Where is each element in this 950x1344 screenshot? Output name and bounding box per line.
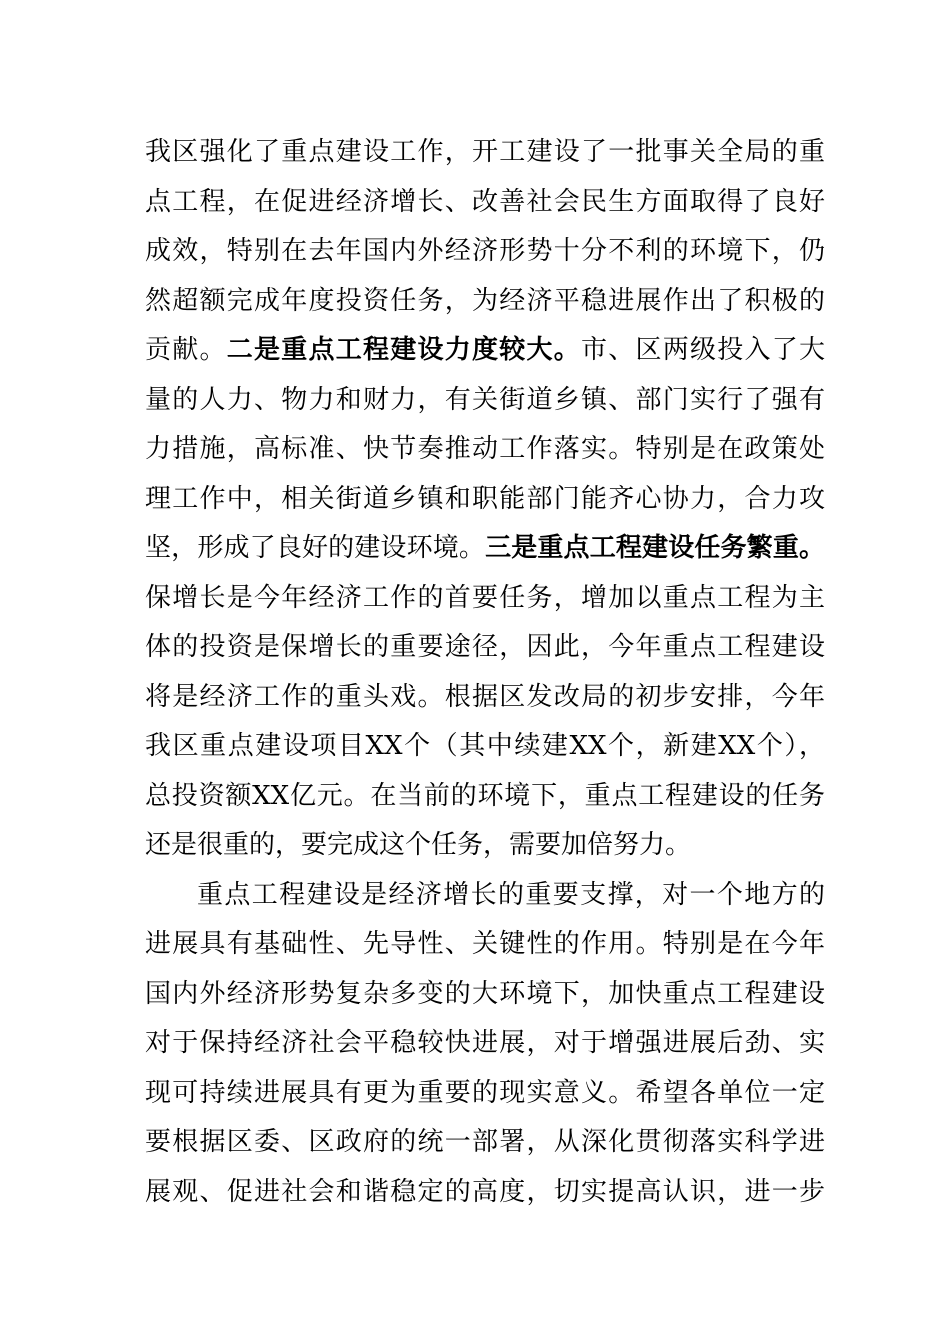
- text-line: [145, 277, 825, 327]
- text-run: 还是很重的，要完成这个任务，需要加倍努力。: [145, 830, 692, 860]
- text-run: 坚，形成了良好的建设环境。: [145, 533, 486, 563]
- text-line: [145, 623, 825, 673]
- text-line: [145, 524, 825, 574]
- text-run: 国内外经济形势复杂多变的大环境下，加快重点工程建设: [145, 978, 825, 1009]
- text-run: 我区重点建设项目XX个（其中续建XX个，新建XX个），: [145, 731, 825, 761]
- text-run: 体的投资是保增长的重要途径，因此，今年重点工程建设: [145, 632, 825, 662]
- text-line: [145, 376, 825, 426]
- bold-heading-phrase: 二是重点工程建设力度较大。: [226, 335, 581, 365]
- text-line: [145, 178, 825, 228]
- text-run: 要根据区委、区政府的统一部署，从深化贯彻落实科学进: [145, 1127, 825, 1157]
- text-line: [145, 574, 825, 624]
- text-run: 贡献。: [145, 335, 227, 365]
- text-line: [145, 1168, 825, 1218]
- text-line: [145, 1118, 825, 1168]
- text-run: 展观、促进社会和谐稳定的高度，切实提高认识，进一步: [145, 1176, 825, 1207]
- text-run: 将是经济工作的重头戏。根据区发改局的初步安排，今年: [145, 681, 825, 712]
- text-run: 然超额完成年度投资任务，为经济平稳进展作出了积极的: [145, 285, 825, 316]
- text-run: 我区强化了重点建设工作，开工建设了一批事关全局的重: [145, 137, 825, 167]
- text-line: [145, 1019, 825, 1069]
- text-line: [145, 673, 825, 723]
- text-run: 重点工程建设是经济增长的重要支撑，对一个地方的: [197, 879, 825, 910]
- text-run: 进展具有基础性、先导性、关键性的作用。特别是在今年: [145, 929, 825, 959]
- text-line: [145, 128, 825, 178]
- text-line: [145, 970, 825, 1020]
- text-run: 现可持续进展具有更为重要的现实意义。希望各单位一定: [145, 1077, 825, 1108]
- text-line: [145, 227, 825, 277]
- document-body: [145, 128, 825, 1217]
- text-run: 力措施，高标准、快节奏推动工作落实。特别是在政策处: [145, 434, 825, 464]
- text-run: 成效，特别在去年国内外经济形势十分不利的环境下，仍: [145, 236, 825, 266]
- text-line: [145, 475, 825, 525]
- text-run: 点工程，在促进经济增长、改善社会民生方面取得了良好: [145, 186, 825, 217]
- text-line: [145, 772, 825, 822]
- text-run: 市、区两级投入了大: [580, 335, 825, 365]
- text-line: [145, 425, 825, 475]
- text-line: [145, 1069, 825, 1119]
- text-line: [145, 326, 825, 376]
- text-run: 总投资额XX亿元。在当前的环境下，重点工程建设的任务: [145, 780, 825, 811]
- text-line: [145, 920, 825, 970]
- text-run: 量的人力、物力和财力，有关街道乡镇、部门实行了强有: [145, 384, 825, 415]
- text-run: 保增长是今年经济工作的首要任务，增加以重点工程为主: [145, 582, 825, 613]
- text-run: 理工作中，相关街道乡镇和职能部门能齐心协力，合力攻: [145, 483, 825, 514]
- text-line: [145, 821, 825, 871]
- text-line: [145, 722, 825, 772]
- text-run: 对于保持经济社会平稳较快进展，对于增强进展后劲、实: [145, 1028, 825, 1058]
- text-line: [145, 871, 825, 921]
- bold-heading-phrase: 三是重点工程建设任务繁重。: [485, 533, 825, 563]
